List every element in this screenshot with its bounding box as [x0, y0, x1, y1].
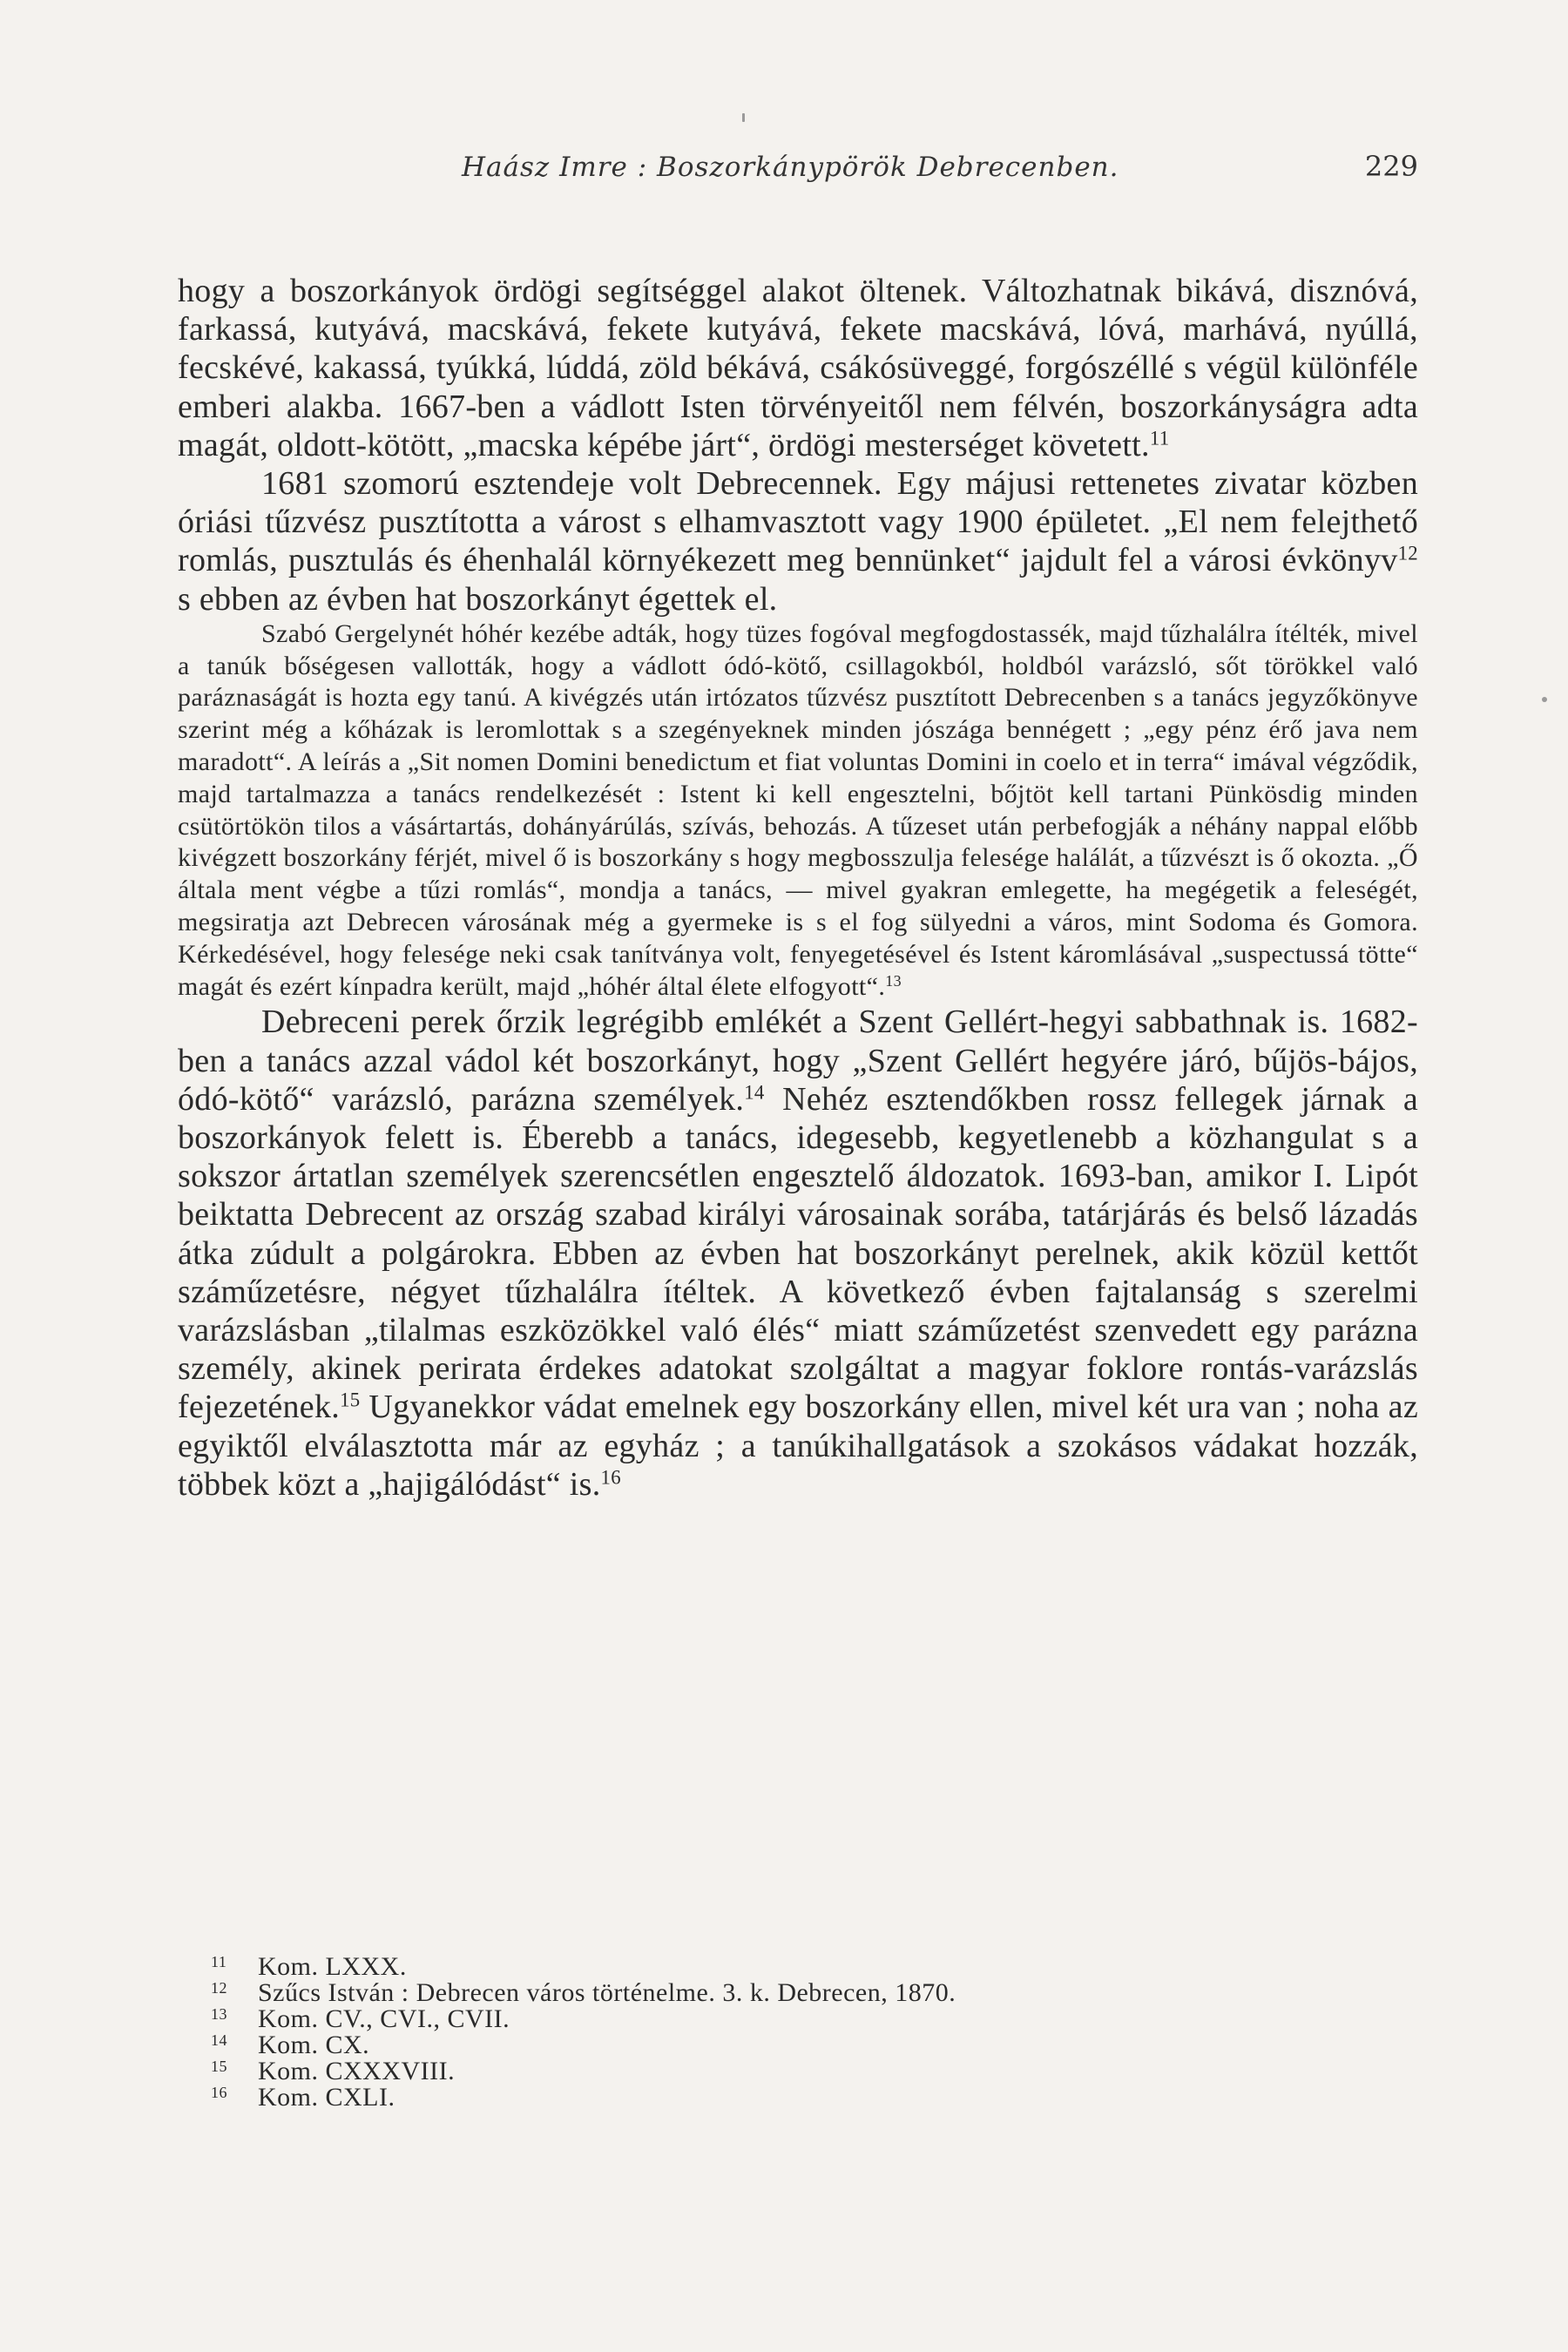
page-number: 229 [1364, 150, 1418, 183]
footnote-ref-14: 14 [744, 1081, 765, 1104]
page-header [174, 148, 1418, 192]
paragraph-3-quote [178, 618, 1418, 1004]
paragraph-4-text-c: Ugyanekkor vádat emelnek egy boszorkány ellen, mivel két ura van ; noha az egyiktől elválasztotta már az egyház ; a tanúkihallgatások a szokásos vádakat hozzák, többek közt a „hajigálódást“ is. [178, 1389, 1418, 1503]
footnote-ref-11: 11 [1149, 427, 1170, 449]
paragraph-4-text-b: Nehéz esztendőkben rossz fellegek járnak a boszorkányok felett is. Éberebb a tanács, idegesebb, kegyetlenebb a közhangulat s a sokszor ártatlan személyek szerencsétlen engesztelő áldozatok. 1693-ban, amikor I. Lipót beiktatta Debrecent az ország szabad királyi városainak sorába, tatárjárás és belső lázadás átka zúdult a polgárokra. Ebben az évben hat boszorkányt perelnek, akik közül kettőt száműzetésre, négyet tűzhalálra ítéltek. A következő évben fajtalanság s szerelmi varázslásban „tilalmas eszközökkel való élés“ miatt száműzetést szenvedett egy parázna személy, akinek perirata érdekes adatokat szolgáltat a magyar foklore rontás-varázslás fejezetének. [178, 1080, 1418, 1426]
paragraph-4 [178, 1003, 1418, 1504]
paragraph-2 [178, 464, 1418, 618]
footnote-item: 15 Kom. CXXXVIII. [211, 2057, 456, 2085]
print-speck [1542, 697, 1547, 702]
footnote-text: Kom. LXXX. [258, 1952, 407, 1981]
footnote-text: Szűcs István : Debrecen város történelme. 3. k. Debrecen, 1870. [258, 1978, 956, 2007]
paragraph-3-text: Szabó Gergelynét hóhér kezébe adták, hogy tüzes fogóval megfogdostassék, majd tűzhalálra ítélték, mivel a tanúk bőségesen vallották, hogy a vádlott ódó-kötő, csillagokból, holdból varázsló, sőt törökkel való paráznaságát is hozta egy tanú. A kivégzés után irtózatos tűzvész pusztított Debrecenben s a tanács jegyzőkönyve szerint még a kőházak is leromlottak s a szegényeknek minden jószága bennégett ; „egy pénz érő java nem maradott“. A leírás a „Sit nomen Domini benedictum et fiat voluntas Domini in coelo et in terra“ imával végződik, majd tartalmazza a tanács rendelkezését : Istent ki kell engesztelni, bőjtöt kell tartani Pünkösdig minden csütörtökön tilos a vásártartás, dohányárúlás, szívás, behozás. A tűzeset után perbefogják a néhány nappal előbb kivégzett boszorkány férjét, mivel ő is boszorkány s hogy megbosszulja felesége halálát, a tűzvészt is ő okozta. „Ő általa ment végbe a tűzi romlás“, mondja a tanács, — mivel gyakran emlegette, ha megégetik a feleségét, megsiratja azt Debrecen városának még a gyermeke is s el fog sülyedni a város, mint Sodoma és Gomora. Kérkedésével, hogy felesége neki csak tanítványa volt, fenyegetésével és Istent káromlásával „suspectussá tötte“ magát és ezért kínpadra került, majd „hóhér által élete elfogyott“. [178, 618, 1418, 1001]
paragraph-2-text-a: 1681 szomorú esztendeje volt Debrecennek. Egy májusi rettenetes zivatar közben óriási tűzvész pusztította a várost s elhamvasztott vagy 1900 épületet. „El nem felejthető romlás, pusztulás és éhenhalál környékezett meg bennünket“ jajdult fel a városi évkönyv [178, 465, 1418, 579]
print-speck [742, 113, 745, 122]
footnote-item: 14 Kom. CX. [211, 2031, 370, 2059]
footnote-text: Kom. CXXXVIII. [258, 2057, 456, 2085]
footnote-ref-15: 15 [340, 1389, 361, 1411]
footnote-text: Kom. CX. [258, 2031, 370, 2059]
footnote-item: 12 Szűcs István : Debrecen város történelme. 3. k. Debrecen, 1870. [211, 1978, 956, 2007]
footnote-text: Kom. CXLI. [258, 2083, 395, 2112]
body-text [178, 272, 1418, 1504]
footnote-ref-13: 13 [885, 971, 902, 990]
paragraph-4-text-a: Debreceni perek őrzik legrégibb emlékét a Szent Gellért-hegyi sabbathnak is. 1682-ben a tanács azzal vádol két boszorkányt, hogy „Szent Gellért hegyére járó, bűjös-bájos, ódó-kötő“ varázsló, parázna személyek. [178, 1004, 1418, 1118]
footnote-item: 13 Kom. CV., CVI., CVII. [211, 2004, 510, 2033]
footnote-ref-16: 16 [600, 1466, 621, 1489]
paragraph-2-text-b: s ebben az évben hat boszorkányt égettek el. [178, 580, 778, 618]
paragraph-1-text: hogy a boszorkányok ördögi segítséggel alakot öltenek. Változhatnak bikává, disznóvá, farkassá, kutyává, macskává, fekete kutyává, fekete macskává, lóvá, marhává, nyúllá, fecskévé, kakassá, tyúkká, lúddá, zöld békává, csákósüveggé, forgószéllé s végül különféle emberi alakba. 1667-ben a vádlott Isten törvényeitől nem félvén, boszorkányságra adta magát, oldott-kötött, „macska képébe járt“, ördögi mesterséget követett. [178, 273, 1418, 463]
footnote-item: 16 Kom. CXLI. [211, 2083, 395, 2112]
footnote-item: 11 Kom. LXXX. [211, 1952, 407, 1981]
footnotes [211, 1954, 956, 2111]
running-title: Haász Imre : Boszorkánypörök Debrecenben. [462, 152, 1119, 183]
footnote-ref-12: 12 [1397, 542, 1418, 564]
paragraph-1 [178, 272, 1418, 464]
footnote-text: Kom. CV., CVI., CVII. [258, 2004, 510, 2033]
